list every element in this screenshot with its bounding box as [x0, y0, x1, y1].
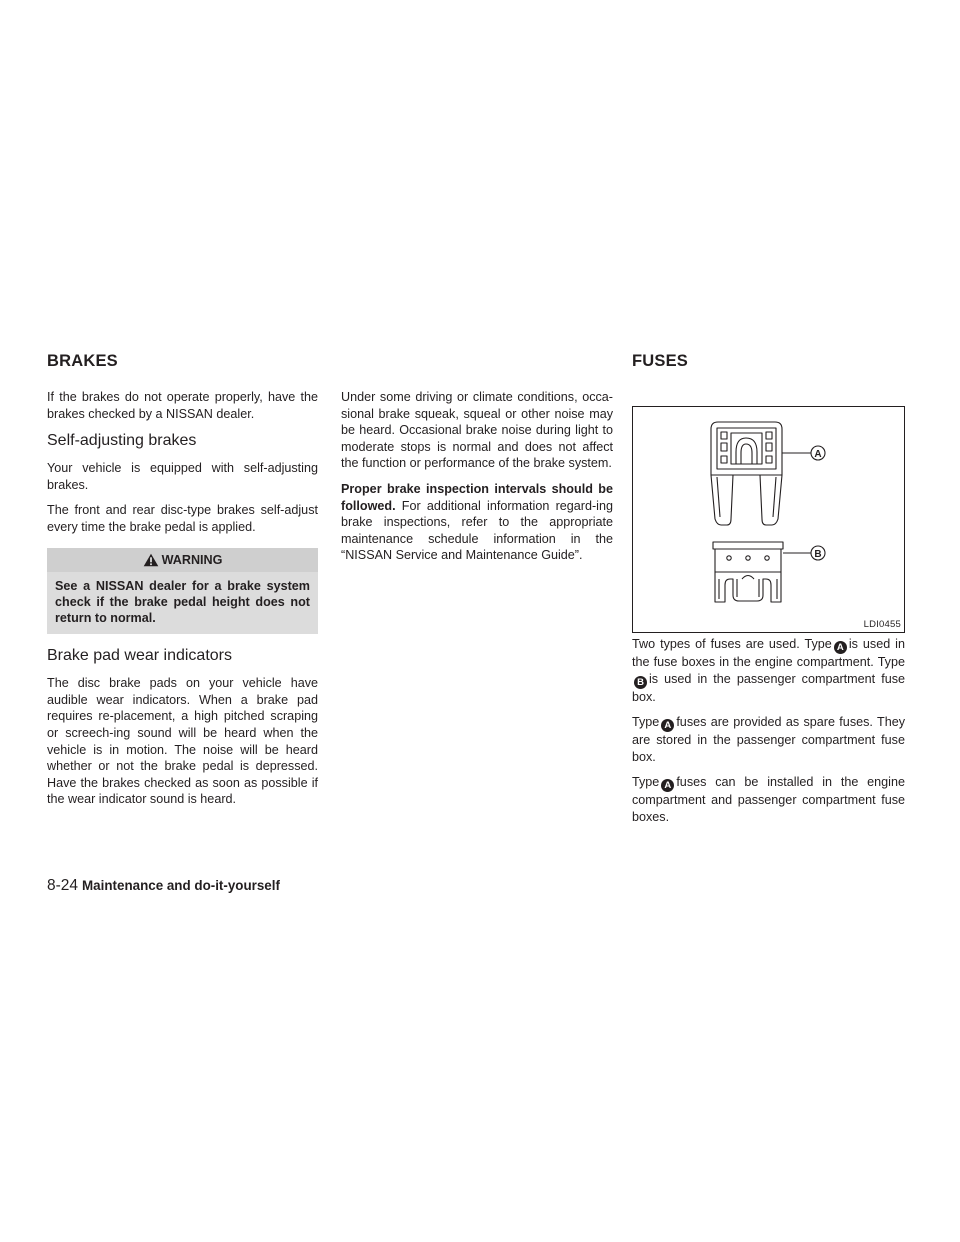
fuses-column — [632, 636, 905, 835]
fuse-figure — [632, 406, 905, 633]
figure-label-a: A — [814, 449, 822, 460]
warning-box — [47, 548, 318, 635]
self-adjusting-title: Self-adjusting brakes — [47, 432, 197, 450]
marker-b-icon: B — [634, 676, 647, 689]
pad-wear-body: The disc brake pads on your vehicle have audible wear indicators. When a brake pad requires re-placement, a high pitched scraping or screech-ing sound will be heard when the vehicle is in motion. The noise will be heard whether or not the brake pedal is depressed. Have the brakes checked as soon as possible if the wear indicator sound is heard. — [47, 676, 318, 807]
fuses-p1-part-a: Two types of fuses are used. Type — [632, 637, 832, 651]
fuses-p2-part-a: Type — [632, 715, 660, 730]
pad-wear-title: Brake pad wear indicators — [47, 647, 232, 665]
brake-inspection-paragraph — [341, 481, 613, 564]
page-number: 8-24 — [47, 877, 79, 894]
fuses-p3-part-b: fuses can be installed in the engine compartment and passenger compartment fuse boxes. — [632, 775, 905, 824]
fuse-b-drawing — [713, 542, 783, 602]
inspection-rest-text: For additional information regard-ing brake inspections, refer to the appropriate maintenance schedule information in the “NISSAN Service and Maintenance Guide”. — [341, 498, 613, 563]
marker-a-icon: A — [834, 641, 847, 654]
self-adjusting-p2: The front and rear disc-type brakes self-adjust every time the brake pedal is applied. — [47, 503, 318, 534]
fuses-p1-part-c: is used in the passenger compartment fuse box. — [632, 671, 905, 704]
self-adjusting-p1: Your vehicle is equipped with self-adjusting brakes. — [47, 461, 318, 492]
figure-code: LDI0455 — [863, 619, 901, 630]
warning-triangle-icon — [143, 553, 159, 567]
fuse-illustration — [633, 407, 904, 632]
warning-header — [47, 548, 318, 573]
brakes-column-1 — [47, 389, 318, 817]
fuses-p3 — [632, 774, 905, 825]
marker-a-icon: A — [661, 719, 674, 732]
fuses-p2-part-b: fuses are provided as spare fuses. They are stored in the passenger compartment fuse box. — [632, 715, 905, 764]
warning-body: See a NISSAN dealer for a brake system check if the brake pedal height does not return to normal. — [55, 579, 310, 626]
inspection-bold-text: Proper brake inspection intervals should be followed. — [341, 481, 613, 513]
brakes-heading: BRAKES — [47, 352, 118, 370]
brake-noise-paragraph: Under some driving or climate conditions, occa-sional brake squeak, squeal or other noise may be heard. Occasional brake noise during light to moderate stops is normal and does not affect the function or performance of the brake system. — [341, 390, 613, 471]
brakes-column-2 — [341, 389, 613, 573]
page-footer — [47, 877, 280, 895]
fuse-a-drawing — [711, 422, 782, 525]
fuses-p3-part-a: Type — [632, 775, 660, 790]
figure-label-b: B — [814, 549, 822, 560]
fuses-p1-part-b: is used in the fuse boxes in the engine compartment. Type — [632, 637, 905, 669]
fuses-p2 — [632, 714, 905, 765]
fuses-p1 — [632, 636, 905, 705]
brakes-intro: If the brakes do not operate properly, have the brakes checked by a NISSAN dealer. — [47, 390, 318, 421]
fuses-heading: FUSES — [632, 352, 689, 370]
warning-title: WARNING — [161, 552, 223, 567]
footer-section-title: Maintenance and do-it-yourself — [82, 878, 280, 893]
marker-a-icon: A — [661, 779, 674, 792]
